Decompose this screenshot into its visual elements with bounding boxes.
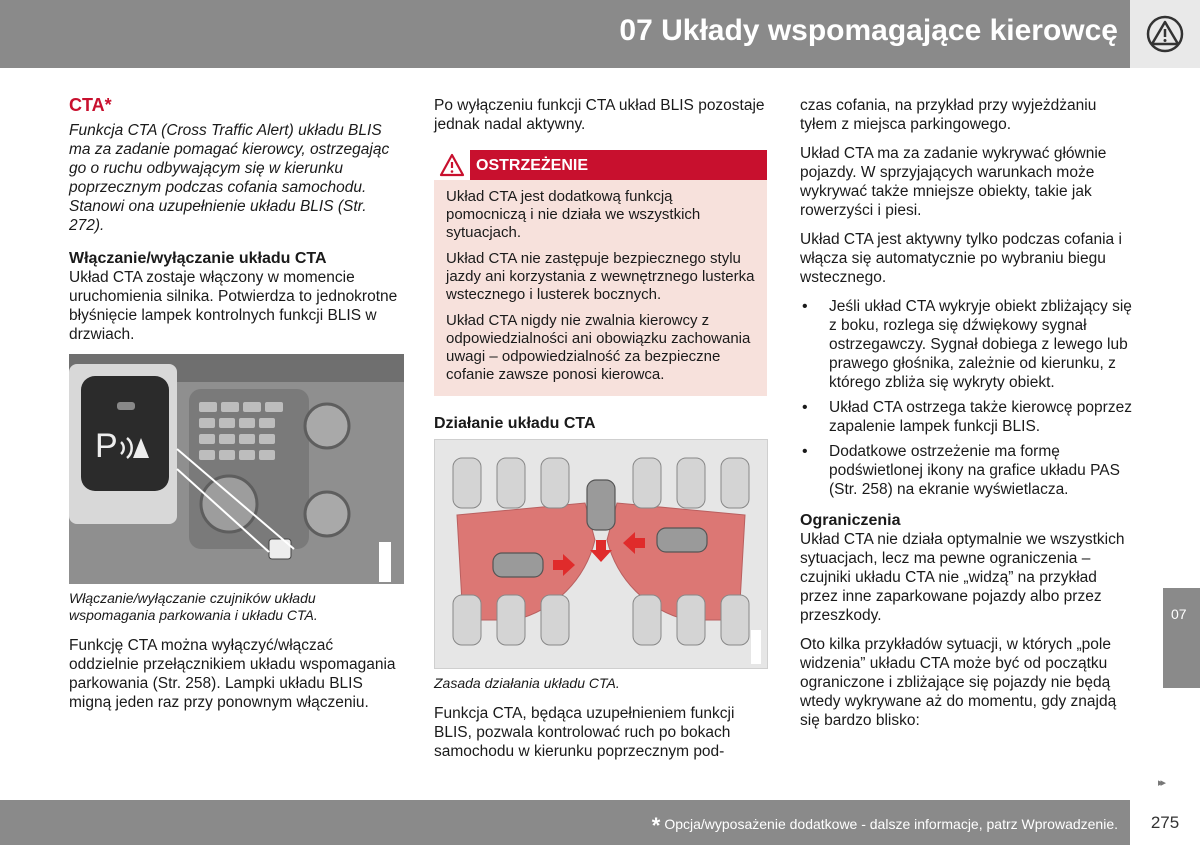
list-item: • Jeśli układ CTA wykryje obiekt zbliżający się z boku, rozlega się dźwiękowy sygnał ostrzegawczy. Sygnał dobiega z lewego lub prawego głośnika, zależnie od kierunku, z którego zbliża się wykryty obiekt.	[800, 297, 1133, 392]
column-2	[434, 96, 767, 771]
paragraph: czas cofania, na przykład przy wyjeżdżaniu tyłem z miejsca parkingowego.	[800, 97, 1097, 133]
paragraph: Układ CTA zostaje włączony w momencie uruchomienia silnika. Potwierdza to jednokrotne błyśnięcie lampek kontrolnych funkcji BLIS w drzwiach.	[69, 269, 398, 343]
warning-title: OSTRZEŻENIE	[476, 156, 589, 174]
paragraph: Funkcję CTA można wyłączyć/włączać oddzielnie przełącznikiem układu wspomagania parkowania (Str. 258). Lampki układu BLIS migną jeden raz przy ponownym włączeniu.	[69, 637, 396, 711]
subheading-operation: Działanie układu CTA	[434, 415, 596, 432]
paragraph: Funkcja CTA, będąca uzupełnieniem funkcji BLIS, pozwala kontrolować ruch po bokach samochodu w kierunku poprzecznym pod-	[434, 705, 735, 760]
column-1	[69, 96, 404, 722]
list-item: • Dodatkowe ostrzeżenie ma formę podświetlonej ikony na grafice układu PAS (Str. 258) na ekranie wyświetlacza.	[800, 442, 1133, 499]
paragraph: Oto kilka przykładów sytuacji, w których „pole widzenia” układu CTA może być od początku ograniczone i zbliżające się pojazdy nie będą wtedy wykrywane aż do momentu, gdy znajdą się bardzo blisko:	[800, 636, 1117, 729]
warning-header	[434, 150, 767, 180]
bullet-list	[800, 297, 1133, 499]
warning-box	[434, 150, 767, 396]
warning-triangle-icon	[434, 150, 470, 180]
page-number: 275	[1150, 812, 1180, 832]
figure-caption: Włączanie/wyłączanie czujników układu wspomagania parkowania i układu CTA.	[69, 590, 318, 623]
chapter-title: 07 Układy wspomagające kierowcę	[619, 14, 1118, 47]
svg-text:P: P	[95, 427, 118, 465]
intro-text: Funkcja CTA (Cross Traffic Alert) układu BLIS ma za zadanie pomagać kierowcy, ostrzegając go o ruchu odbywającym się w kierunku poprzecznym podczas cofania samochodu. Stanowi ona uzupełnienie układu BLIS (Str. 272).	[69, 122, 390, 234]
next-page-arrows-icon: ▸▸	[1158, 777, 1164, 789]
chapter-number: 07	[1171, 606, 1187, 622]
chapter-side-tab	[1163, 588, 1200, 688]
warning-body	[434, 180, 767, 396]
page-header	[0, 0, 1200, 68]
paragraph: Układ CTA jest aktywny tylko podczas cofania i włącza się automatycznie po wybraniu biegu wstecznego.	[800, 231, 1122, 286]
page-footer	[0, 800, 1130, 845]
footer-note	[652, 813, 1118, 839]
warning-paragraph: Układ CTA nie zastępuje bezpiecznego stylu jazdy ani korzystania z wewnętrznego lusterka wstecznego i lusterek bocznych.	[446, 250, 755, 303]
warning-triangle-icon	[1130, 0, 1200, 68]
dashboard-photo	[69, 354, 404, 584]
section-heading-cta: CTA*	[69, 95, 112, 115]
list-item: • Układ CTA ostrzega także kierowcę poprzez zapalenie lampek funkcji BLIS.	[800, 398, 1133, 436]
paragraph: Układ CTA nie działa optymalnie we wszystkich sytuacjach, lecz ma pewne ograniczenia – czujniki układu CTA nie „widzą” na przykład przez inne zaparkowane pojazdy albo przez przeszkody.	[800, 531, 1125, 624]
footnote-star: *	[651, 813, 661, 838]
paragraph: Układ CTA ma za zadanie wykrywać głównie pojazdy. W sprzyjających warunkach może wykrywać także mniejsze obiekty, takie jak rowerzyści i piesi.	[800, 145, 1107, 219]
subheading-limitations: Ograniczenia	[800, 512, 901, 529]
warning-paragraph: Układ CTA nigdy nie zwalnia kierowcy z odpowiedzialności ani obowiązku zachowania uwagi – odpowiedzialność za bezpieczne cofanie zawsze ponosi kierowca.	[446, 312, 751, 383]
paragraph: Po wyłączeniu funkcji CTA układ BLIS pozostaje jednak nadal aktywny.	[434, 97, 765, 133]
subheading-on-off: Włączanie/wyłączanie układu CTA	[69, 250, 327, 267]
cta-diagram	[434, 439, 768, 669]
column-3	[800, 96, 1133, 740]
figure-caption: Zasada działania układu CTA.	[434, 675, 620, 691]
footnote-text: Opcja/wyposażenie dodatkowe - dalsze informacje, patrz Wprowadzenie.	[664, 816, 1118, 832]
warning-paragraph: Układ CTA jest dodatkową funkcją pomocniczą i nie działa we wszystkich sytuacjach.	[446, 188, 701, 241]
